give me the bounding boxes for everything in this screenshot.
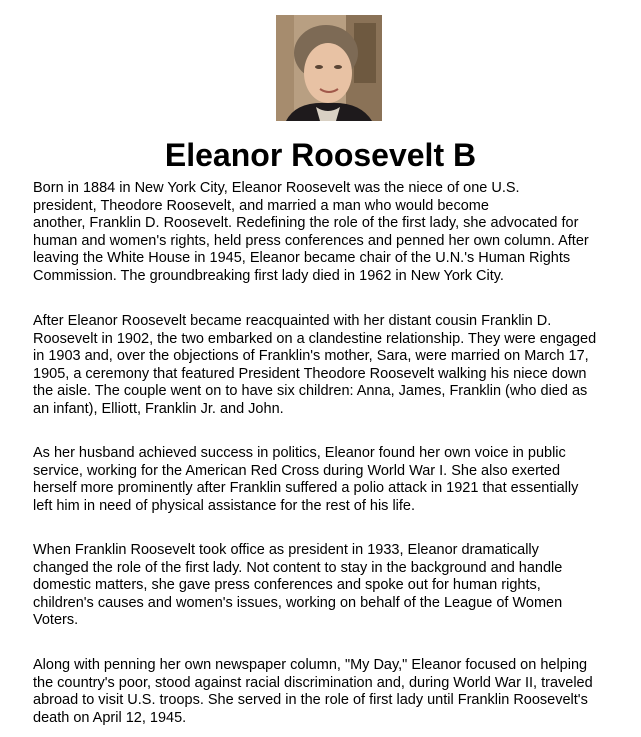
page-title: Eleanor Roosevelt B — [164, 137, 477, 173]
paragraph-4 — [33, 542, 623, 630]
text-line: As her husband achieved success in politics, Eleanor found her own voice in public — [33, 445, 566, 461]
text-line: When Franklin Roosevelt took office as president in 1933, Eleanor dramatically — [33, 542, 539, 558]
text-line: death on April 12, 1945. — [33, 709, 187, 726]
text-line: Commission. The groundbreaking first lady died in 1962 in New York City. — [33, 267, 504, 284]
text-line: abroad to visit U.S. troops. She served in the role of first lady until Franklin Roosevelt's — [33, 692, 588, 709]
text-line: herself more prominently after Franklin suffered a polio attack in 1921 that essentially — [33, 480, 579, 497]
text-line: After Eleanor Roosevelt became reacquainted with her distant cousin Franklin D. — [33, 313, 552, 329]
portrait-photo — [276, 15, 382, 121]
text-line: Roosevelt in 1902, the two embarked on a clandestine relationship. They were engaged — [33, 330, 597, 347]
text-line: Born in 1884 in New York City, Eleanor Roosevelt was the niece of one U.S. — [33, 180, 520, 196]
text-line: children's causes and women's issues, working on behalf of the League of Women — [33, 594, 563, 611]
text-line: the country's poor, stood against racial discrimination and, during World War II, traveled — [33, 674, 593, 691]
text-line: human and women's rights, held press conferences and penned her own column. After — [33, 232, 589, 249]
text-line: Along with penning her own newspaper column, "My Day," Eleanor focused on helping — [33, 657, 588, 673]
paragraph-5 — [33, 657, 623, 727]
text-line: service, working for the American Red Cross during World War I. She also exerted — [33, 462, 561, 479]
text-line: leaving the White House in 1945, Eleanor became chair of the U.N.'s Human Rights — [33, 250, 571, 267]
text-line: in 1903 and, over the objections of Franklin's mother, Sara, were married on March 17, — [33, 348, 589, 365]
text-line: president, Theodore Roosevelt, and married a man who would become — [33, 197, 489, 214]
text-line: domestic matters, she gave press conferences and spoke out for human rights, — [33, 577, 541, 594]
text-line: another, Franklin D. Roosevelt. Redefining the role of the first lady, she advocated for — [33, 215, 579, 232]
text-line: 1905, a ceremony that featured President Theodore Roosevelt walking his niece down — [33, 365, 587, 382]
text-line: Voters. — [33, 612, 79, 629]
text-line: left him in need of physical assistance for the rest of his life. — [33, 497, 416, 514]
paragraph-3 — [33, 445, 623, 515]
paragraph-1 — [33, 180, 623, 286]
text-line: the aisle. The couple went on to have six children: Anna, James, Franklin (who died as — [33, 383, 588, 400]
text-line: an infant), Elliott, Franklin Jr. and John. — [33, 400, 284, 417]
text-line: changed the role of the first lady. Not content to stay in the background and handle — [33, 559, 563, 576]
paragraph-2 — [33, 313, 623, 419]
